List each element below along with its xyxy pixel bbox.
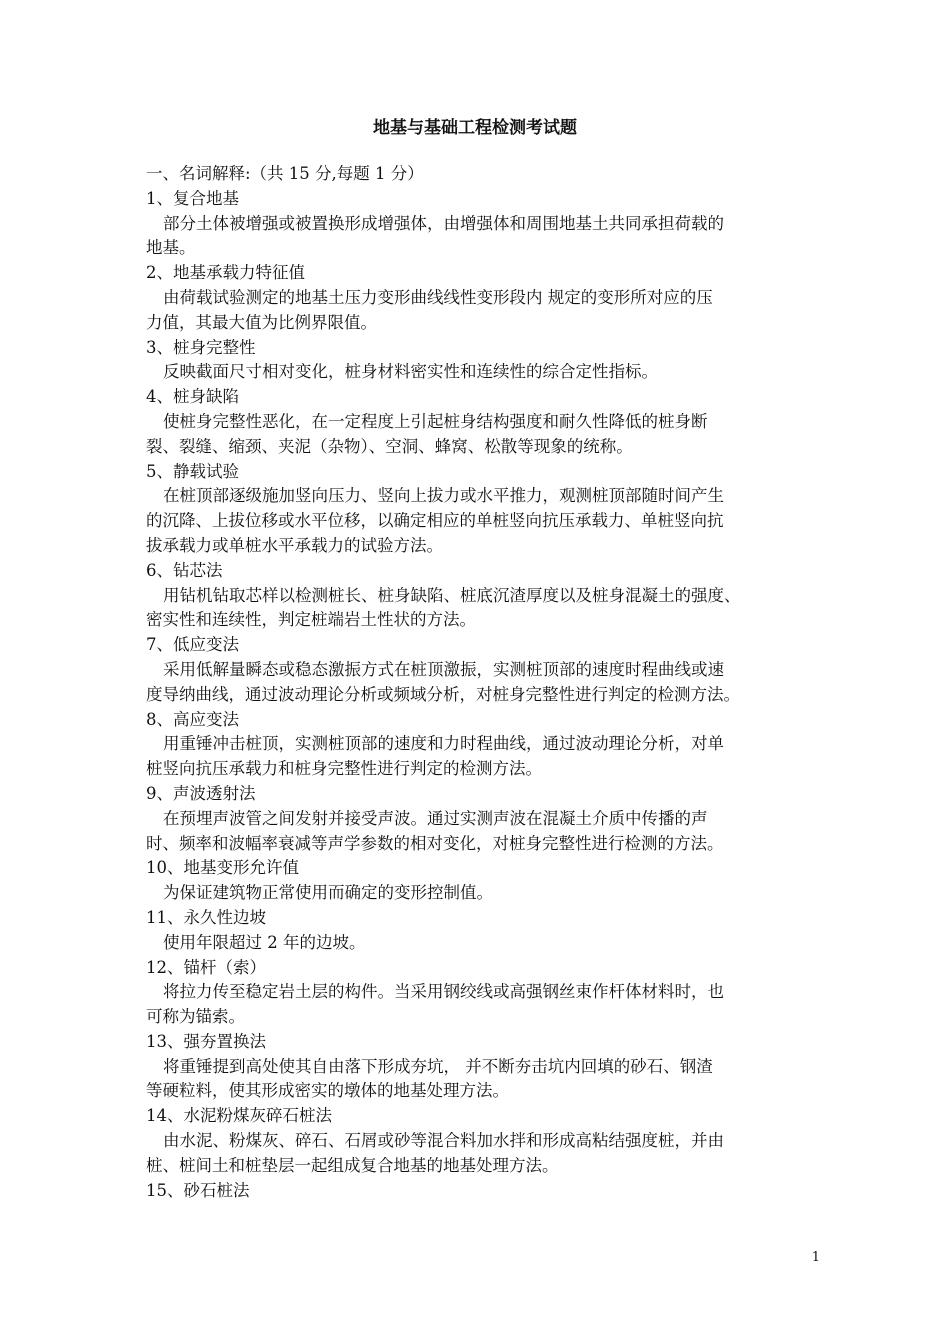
document-body (146, 162, 818, 1203)
term-definition-line: 用重锤冲击桩顶，实测桩顶部的速度和力时程曲线，通过波动理论分析，对单 (163, 734, 724, 754)
term-definition-line: 等硬粒料，使其形成密实的墩体的地基处理方法。 (146, 1081, 509, 1101)
term-definition-line: 采用低解量瞬态或稳态激振方式在桩顶激振，实测桩顶部的速度时程曲线或速 (163, 659, 724, 679)
document-title: 地基与基础工程检测考试题 (373, 118, 577, 138)
term-definition-line: 地基。 (146, 238, 196, 258)
term-definition-line: 使用年限超过 2 年的边坡。 (163, 932, 366, 952)
term-definition-line: 将重锤提到高处使其自由落下形成夯坑， 并不断夯击坑内回填的砂石、钢渣 (163, 1056, 713, 1076)
term-definition-line: 反映截面尺寸相对变化，桩身材料密实性和连续性的综合定性指标。 (163, 362, 658, 382)
term-heading: 9、声波透射法 (146, 783, 256, 803)
term-definition-line: 由荷载试验测定的地基土压力变形曲线线性变形段内 规定的变形所对应的压 (163, 287, 713, 307)
term-heading: 6、钻芯法 (146, 560, 223, 580)
term-heading: 5、静载试验 (146, 461, 239, 481)
term-definition-line: 为保证建筑物正常使用而确定的变形控制值。 (163, 883, 493, 903)
term-definition-line: 将拉力传至稳定岩土层的构件。当采用钢绞线或高强钢丝束作杆体材料时，也 (163, 982, 724, 1002)
term-heading: 3、桩身完整性 (146, 337, 256, 357)
term-heading: 14、水泥粉煤灰碎石桩法 (146, 1106, 332, 1126)
term-definition-line: 在预埋声波管之间发射并接受声波。通过实测声波在混凝土介质中传播的声 (163, 808, 708, 828)
term-definition-line: 裂、裂缝、缩颈、夹泥（杂物）、空洞、蜂窝、松散等现象的统称。 (146, 436, 633, 456)
term-heading: 4、桩身缺陷 (146, 387, 239, 407)
term-definition-line: 桩竖向抗压承载力和桩身完整性进行判定的检测方法。 (146, 759, 542, 779)
term-heading: 7、低应变法 (146, 635, 239, 655)
term-heading: 1、复合地基 (146, 188, 239, 208)
term-heading: 10、地基变形允许值 (146, 858, 299, 878)
term-heading: 12、锚杆（索） (146, 957, 266, 977)
term-definition-line: 的沉降、上拔位移或水平位移，以确定相应的单桩竖向抗压承载力、单桩竖向抗 (146, 511, 724, 531)
term-definition-line: 使桩身完整性恶化，在一定程度上引起桩身结构强度和耐久性降低的桩身断 (163, 411, 708, 431)
term-definition-line: 力值，其最大值为比例界限值。 (146, 312, 377, 332)
term-definition-line: 在桩顶部逐级施加竖向压力、竖向上拔力或水平推力，观测桩顶部随时间产生 (163, 486, 724, 506)
term-definition-line: 密实性和连续性，判定桩端岩土性状的方法。 (146, 610, 476, 630)
term-definition-line: 部分土体被增强或被置换形成增强体，由增强体和周围地基土共同承担荷载的 (163, 213, 724, 233)
term-definition-line: 可称为锚索。 (146, 1007, 245, 1027)
term-definition-line: 由水泥、粉煤灰、碎石、石屑或砂等混合料加水拌和形成高粘结强度桩，并由 (163, 1131, 724, 1151)
term-definition-line: 时、频率和波幅率衰减等声学参数的相对变化，对桩身完整性进行检测的方法。 (146, 833, 724, 853)
term-definition-line: 拔承载力或单桩水平承载力的试验方法。 (146, 535, 443, 555)
term-heading: 11、永久性边坡 (146, 907, 266, 927)
term-heading: 2、地基承载力特征值 (146, 263, 305, 283)
term-definition-line: 桩、桩间土和桩垫层一起组成复合地基的地基处理方法。 (146, 1155, 559, 1175)
term-heading: 8、高应变法 (146, 709, 239, 729)
term-definition-line: 用钻机钻取芯样以检测桩长、桩身缺陷、桩底沉渣厚度以及桩身混凝土的强度、 (163, 585, 741, 605)
section-heading: 一、名词解释:（共 15 分,每题 1 分） (146, 164, 424, 183)
page-number: 1 (811, 1250, 820, 1265)
term-heading: 13、强夯置换法 (146, 1031, 266, 1051)
term-heading: 15、砂石桩法 (146, 1180, 250, 1200)
term-definition-line: 度导纳曲线，通过波动理论分析或频域分析，对桩身完整性进行判定的检测方法。 (146, 684, 740, 704)
